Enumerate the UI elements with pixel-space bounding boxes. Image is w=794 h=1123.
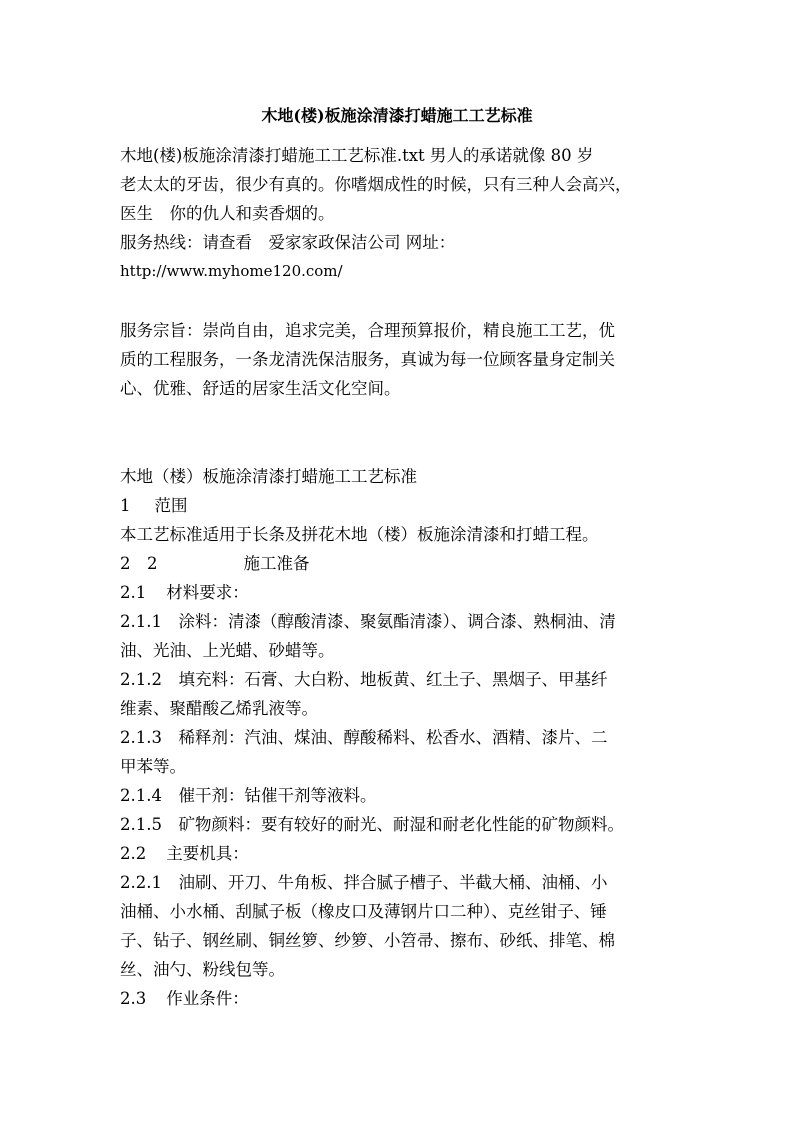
section-2-2-heading (120, 839, 690, 868)
paragraph-line: 2.1.1 涂料：清漆（醇酸清漆、聚氨酯清漆）、调合漆、熟桐油、清 (120, 612, 616, 631)
section-title: 材料要求： (166, 583, 249, 602)
section-number: 2.1 (120, 583, 147, 602)
section-number: 2.2 (120, 844, 147, 863)
intro-block (120, 141, 690, 286)
paragraph-line: 2.1.3 稀释剂：汽油、煤油、醇酸稀料、松香水、酒精、漆片、二 (120, 728, 608, 747)
section-1-heading (120, 491, 690, 520)
paragraph-line: 2.1.4 催干剂：钴催干剂等液料。 (120, 786, 377, 805)
section-title: 范围 (154, 496, 188, 515)
paragraph-line: 子、钻子、钢丝刷、铜丝箩、纱箩、小笤帚、擦布、砂纸、排笔、棉 (120, 931, 615, 950)
intro-line: 医生 你的仇人和卖香烟的。 (120, 204, 335, 223)
paragraph-line: 油桶、小水桶、刮腻子板（橡皮口及薄钢片口二种）、克丝钳子、锤 (120, 902, 607, 921)
intro-line: 老太太的牙齿，很少有真的。你嗜烟成性的时候，只有三种人会高兴， (120, 175, 632, 194)
service-block (120, 316, 690, 403)
section-title: 施工准备 (243, 554, 310, 573)
section-number: 1 (120, 496, 131, 515)
intro-line: 服务热线：请查看 爱家家政保洁公司 网址： (120, 233, 456, 252)
section-heading: 木地（楼）板施涂清漆打蜡施工工艺标准 (120, 467, 417, 486)
section-number: 2 2 (120, 554, 158, 573)
paragraph-line: 维素、聚醋酸乙烯乳液等。 (120, 699, 318, 718)
section-number: 2.3 (120, 989, 147, 1008)
service-line: 服务宗旨：崇尚自由，追求完美，合理预算报价，精良施工工艺，优 (120, 321, 615, 340)
paragraph-line: 本工艺标准适用于长条及拼花木地（楼）板施涂清漆和打蜡工程。 (120, 525, 599, 544)
paragraph-line: 2.1.5 矿物颜料：要有较好的耐光、耐湿和耐老化性能的矿物颜料。 (120, 815, 624, 834)
section-2-heading (120, 549, 690, 578)
paragraph-line: 甲苯等。 (120, 757, 186, 776)
service-line: 心、优雅、舒适的居家生活文化空间。 (120, 379, 401, 398)
website-url: http://www.myhome120.com/ (120, 262, 343, 280)
section-title: 主要机具： (166, 844, 249, 863)
section-2-1-heading (120, 578, 690, 607)
paragraph-line: 丝、油勺、粉线包等。 (120, 960, 285, 979)
intro-line: 木地(楼)板施涂清漆打蜡施工工艺标准.txt 男人的承诺就像 80 岁 (120, 146, 594, 165)
document-title: 木地(楼)板施涂清漆打蜡施工工艺标准 (261, 106, 533, 125)
section-2-3-heading (120, 984, 690, 1013)
paragraph-line: 油、光油、上光蜡、砂蜡等。 (120, 641, 335, 660)
service-line: 质的工程服务，一条龙清洗保洁服务，真诚为每一位顾客量身定制关 (120, 350, 615, 369)
paragraph-line: 2.2.1 油刷、开刀、牛角板、拌合腻子槽子、半截大桶、油桶、小 (120, 873, 608, 892)
section-title: 作业条件： (166, 989, 249, 1008)
paragraph-line: 2.1.2 填充料：石膏、大白粉、地板黄、红土子、黑烟子、甲基纤 (120, 670, 608, 689)
standard-block (120, 462, 690, 1013)
